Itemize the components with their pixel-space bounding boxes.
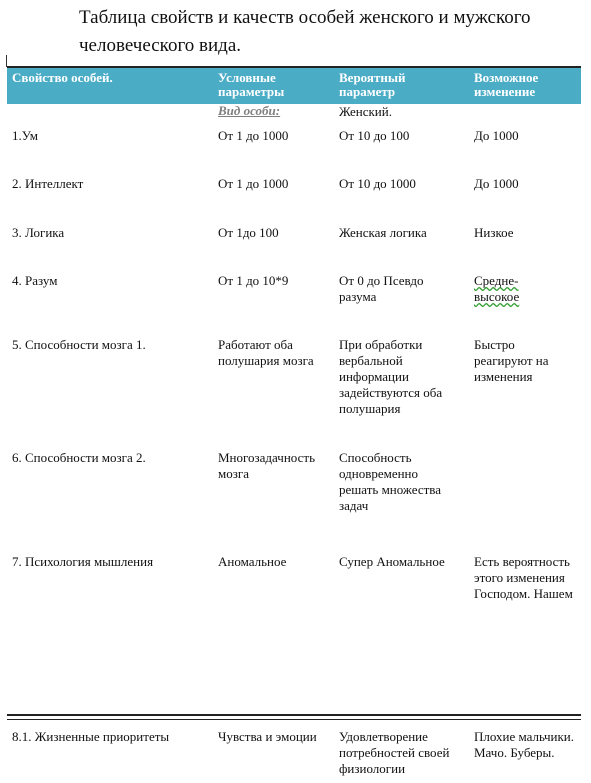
- row-2-property: 2. Интеллект: [12, 176, 84, 191]
- row-3-property: 3. Логика: [12, 225, 65, 240]
- header-possible-change: Возможное изменение: [474, 70, 539, 99]
- row-7-conditional: Аномальное: [218, 554, 287, 569]
- table-rule-lower: [7, 719, 581, 720]
- row-6-probable: Способность одновременно решать множества задач: [339, 450, 442, 513]
- header-conditional-params: Условные параметры: [218, 70, 285, 99]
- document-title: Таблица свойств и качеств особей женского и мужского человеческого вида.: [79, 7, 531, 56]
- row-6-conditional: Многозадачность мозга: [218, 450, 315, 481]
- row-2-conditional: От 1 до 1000: [218, 176, 289, 191]
- row-3-conditional: От 1до 100: [218, 225, 279, 240]
- row-4-probable: От 0 до Псевдо разума: [339, 273, 424, 304]
- row-2-probable: От 10 до 1000: [339, 176, 416, 191]
- row-7-change: Есть вероятность этого изменения Господом. Нашем: [474, 554, 573, 601]
- row-3-probable: Женская логика: [339, 225, 427, 240]
- row-3-change: Низкое: [474, 225, 514, 240]
- header-probable-param: Вероятный параметр: [339, 70, 406, 99]
- row-5-conditional: Работают оба полушария мозга: [218, 337, 314, 368]
- row-2-change: До 1000: [474, 176, 519, 191]
- row-4-change: Средне-высокое: [474, 273, 520, 304]
- row-8-property: 8.1. Жизненные приоритеты: [12, 729, 170, 744]
- row-5-probable: При обработки вербальной информации задействуются оба полушария: [339, 337, 443, 416]
- row-1-probable: От 10 до 100: [339, 128, 410, 143]
- header-property: Свойство особей.: [12, 70, 113, 85]
- row-5-change: Быстро реагируют на изменения: [474, 337, 549, 384]
- row-7-property: 7. Психология мышления: [12, 554, 154, 569]
- table-rule-upper: [7, 714, 581, 716]
- row-5-property: 5. Способности мозга 1.: [12, 337, 146, 352]
- row-8-change: Плохие мальчики. Мачо. Буберы.: [474, 729, 574, 760]
- row-4-conditional: От 1 до 10*9: [218, 273, 289, 288]
- row-4-property: 4. Разум: [12, 273, 58, 288]
- row-8-probable: Удовлетворение потребностей своей физиологии: [339, 729, 450, 776]
- subheader-species-label: Вид особи:: [218, 103, 281, 118]
- row-1-change: До 1000: [474, 128, 519, 143]
- row-1-property: 1.Ум: [12, 128, 39, 143]
- row-1-conditional: От 1 до 1000: [218, 128, 289, 143]
- table-header: [7, 66, 581, 104]
- row-8-conditional: Чувства и эмоции: [218, 729, 317, 744]
- row-7-probable: Супер Аномальное: [339, 554, 445, 569]
- row-6-property: 6. Способности мозга 2.: [12, 450, 146, 465]
- subheader-species-value: Женский.: [339, 104, 392, 119]
